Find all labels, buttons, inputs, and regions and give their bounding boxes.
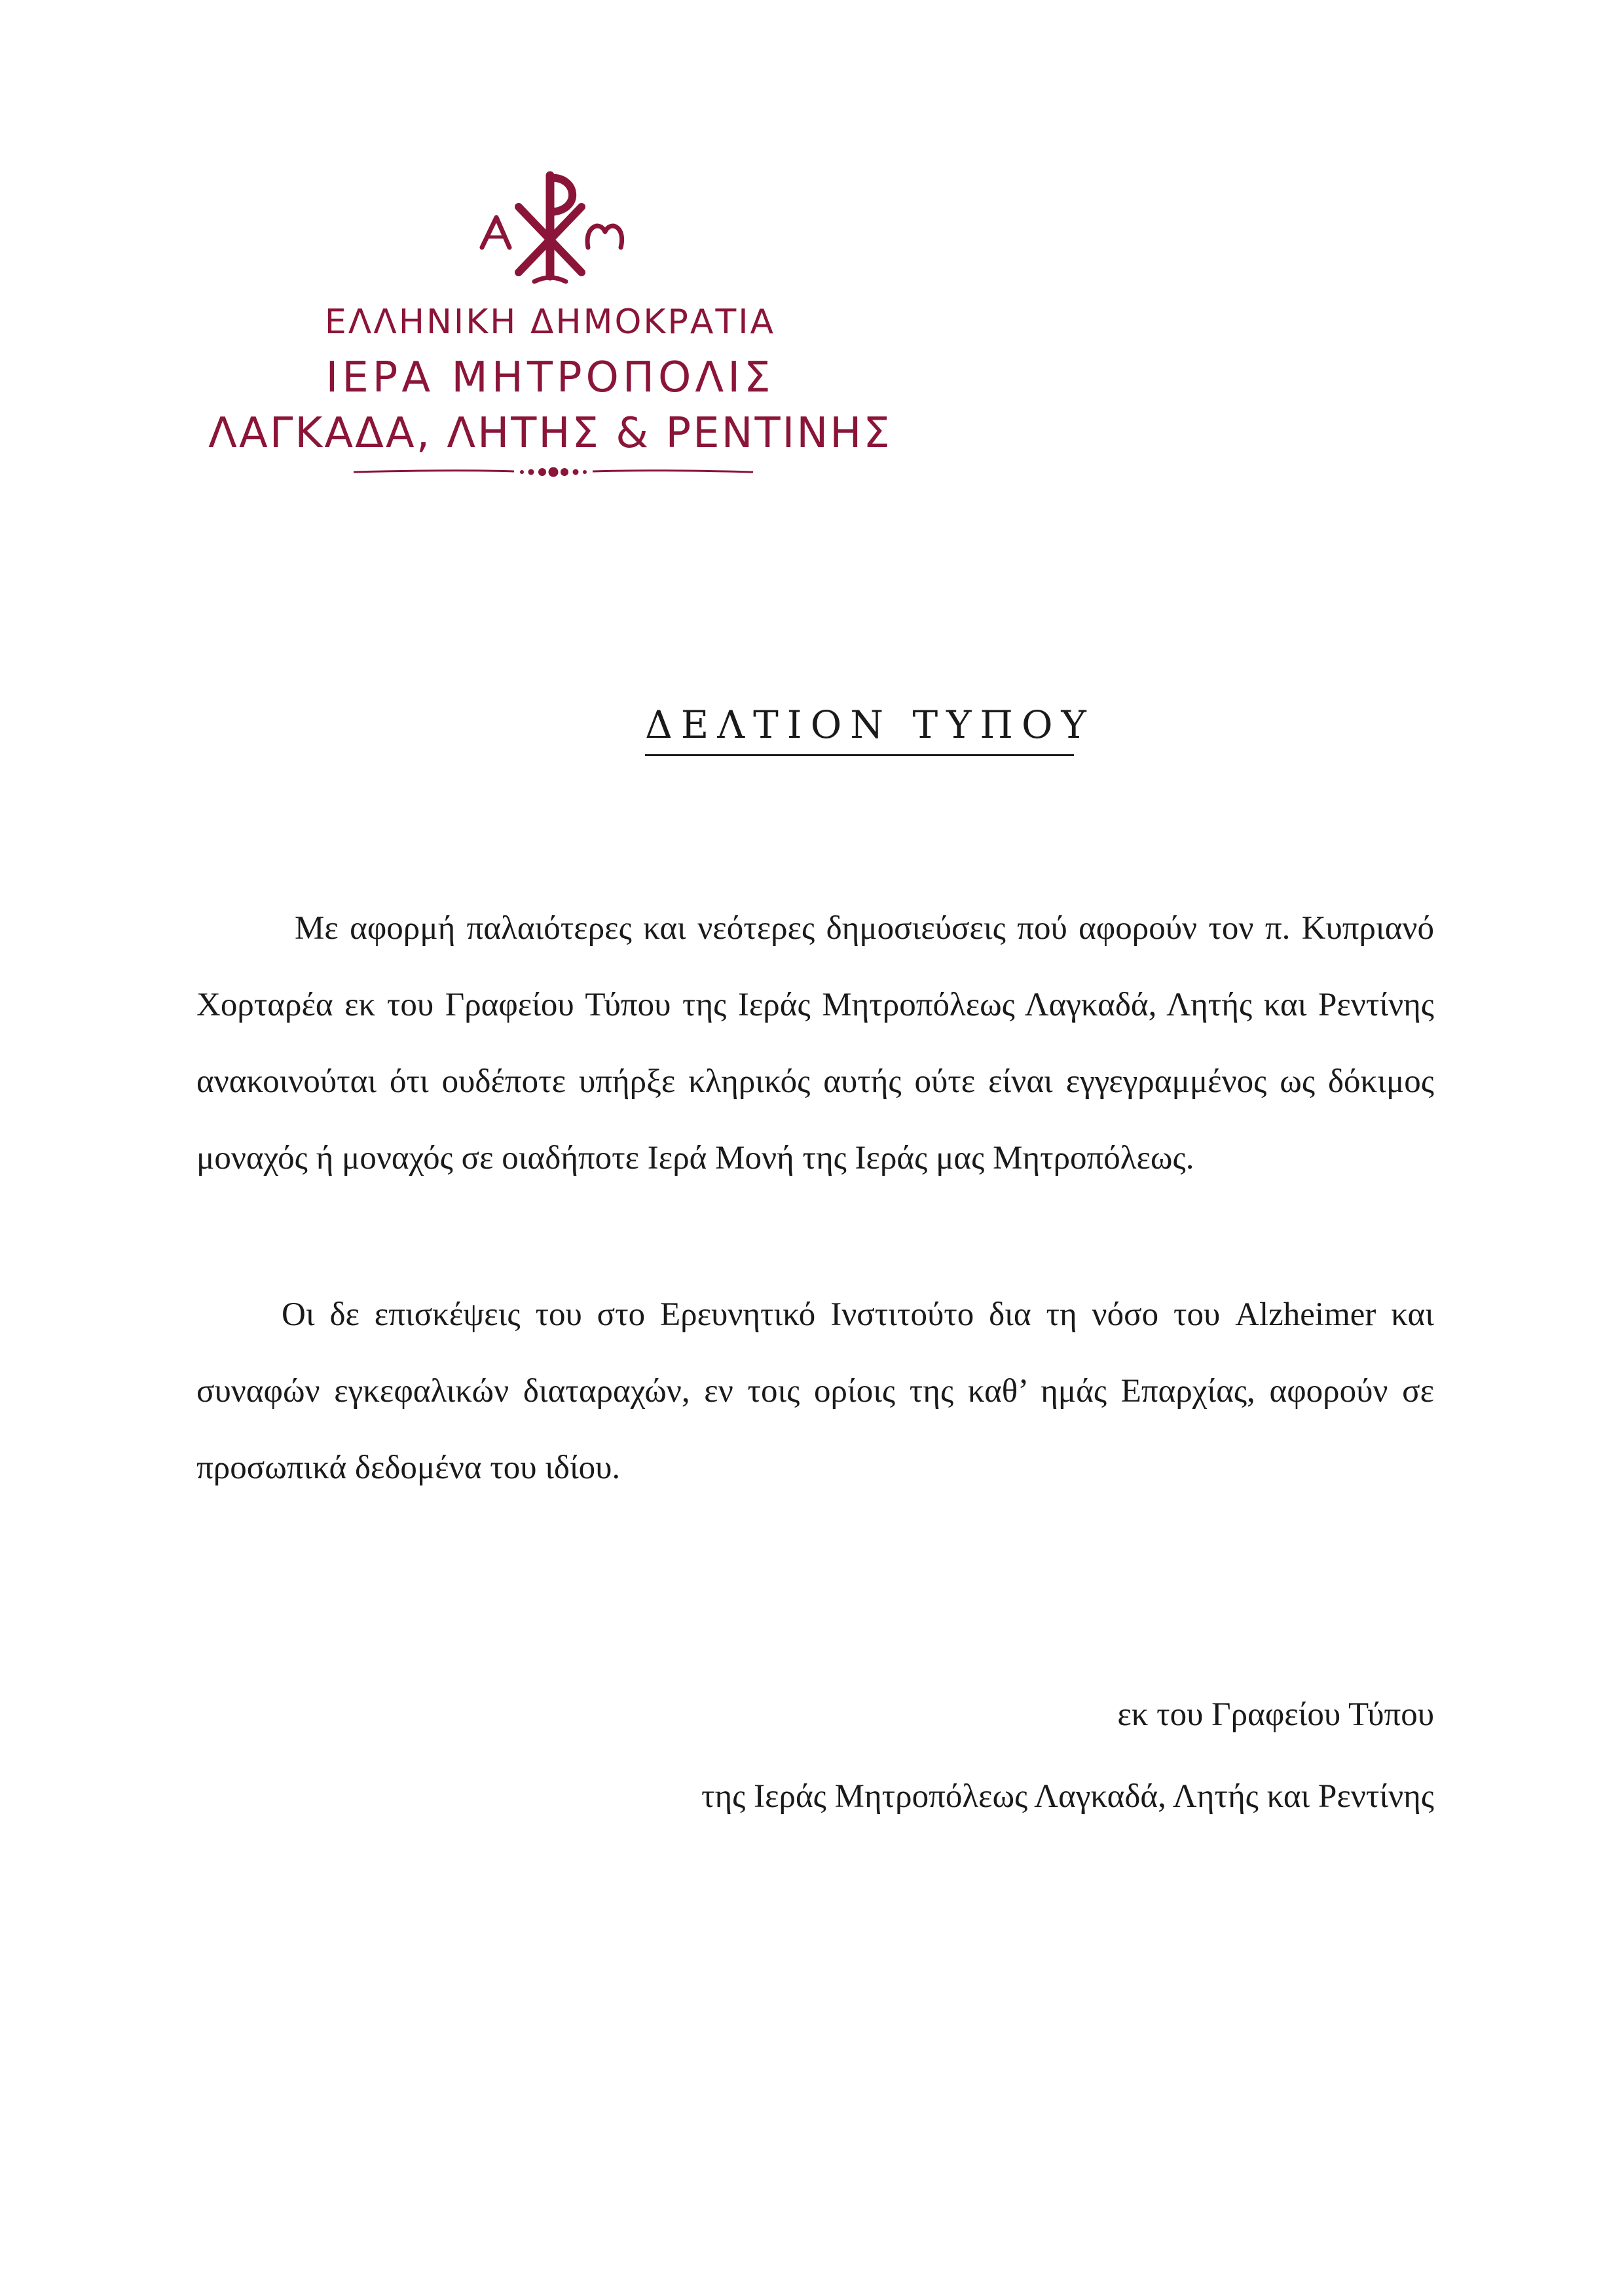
chi-rho-alpha-omega-icon xyxy=(471,164,629,295)
title-underline xyxy=(645,754,1074,756)
letterhead-country: ΕΛΛΗΝΙΚΗ ΔΗΜΟΚΡΑΤΙΑ xyxy=(324,302,776,342)
letterhead-metropolis: ΙΕΡΑ ΜΗΤΡΟΠΟΛΙΣ xyxy=(325,354,775,402)
letterhead-region: ΛΑΓΚΑΔΑ, ΛΗΤΗΣ & ΡΕΝΤΙΝΗΣ xyxy=(208,409,892,458)
signature-office: εκ του Γραφείου Τύπου xyxy=(1117,1696,1434,1733)
ornament-divider-icon xyxy=(350,464,756,481)
body-paragraph-2: Οι δε επισκέψεις του στο Ερευνητικό Ινστιτούτο δια τη νόσο του Alzheimer και συναφών εγκεφαλικών διαταραχών, εν τοις ορίοις της καθ’ ημάς Επαρχίας, αφορούν σε προσωπικά δεδομένα του ιδίου. xyxy=(196,1296,1434,1486)
body-paragraph-1: Με αφορμή παλαιότερες και νεότερες δημοσιεύσεις πού αφορούν τον π. Κυπριανό Χορταρέα εκ του Γραφείου Τύπου της Ιεράς Μητροπόλεως Λαγκαδά, Λητής και Ρεντίνης ανακοινούται ότι ουδέποτε υπήρξε κληρικός αυτής ούτε είναι εγγεγραμμένος ως δόκιμος μοναχός ή μοναχός σε οιαδήποτε Ιερά Μονή της Ιεράς μας Μητροπόλεως. xyxy=(196,910,1434,1176)
document-title: ΔΕΛΤΙΟΝ ΤΥΠΟΥ xyxy=(645,702,1095,747)
signature-metropolis: της Ιεράς Μητροπόλεως Λαγκαδά, Λητής και Ρεντίνης xyxy=(701,1778,1434,1815)
letterhead xyxy=(190,157,910,498)
